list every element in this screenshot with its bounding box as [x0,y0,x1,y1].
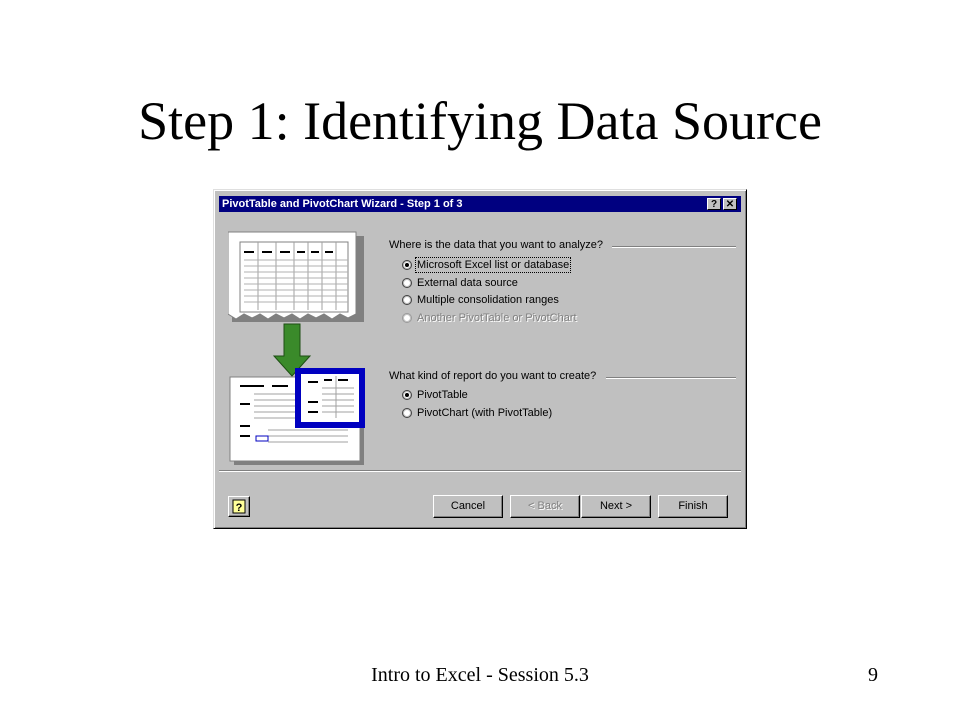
radio-excel-list[interactable] [402,258,569,272]
pivottable-icon [230,371,364,465]
svg-text:?: ? [235,502,243,514]
radio-label[interactable]: PivotChart (with PivotTable) [417,407,553,419]
page-number: 9 [868,664,878,686]
help-icon [229,497,249,516]
button-separator [219,470,741,472]
slide-title: Step 1: Identifying Data Source [138,91,822,151]
radio-consolidation-ranges[interactable] [402,293,559,307]
slide-footer: Intro to Excel - Session 5.3 [371,664,589,686]
radio-pivotchart[interactable] [402,406,552,420]
data-source-group-label: Where is the data that you want to analyze? [389,239,604,251]
radio-label[interactable]: PivotTable [417,389,468,401]
radio-another-pivot [402,311,577,325]
radio-label[interactable]: Multiple consolidation ranges [417,294,559,306]
radio-button[interactable] [402,260,412,270]
report-type-group-label: What kind of report do you want to create? [389,370,597,382]
radio-button[interactable] [402,295,412,305]
group-divider [612,246,736,248]
group-divider [606,377,736,379]
wizard-illustration [228,230,378,470]
dialog-titlebar[interactable] [219,196,741,212]
radio-label[interactable]: External data source [417,277,518,289]
spreadsheet-icon [228,232,364,322]
radio-label: Another PivotTable or PivotChart [417,312,577,324]
radio-button [402,313,412,323]
cancel-button[interactable]: Cancel [433,495,503,518]
next-button[interactable]: Next > [581,495,651,518]
pivot-wizard-dialog [213,189,747,529]
back-button: < Back [510,495,580,518]
help-button[interactable] [228,496,250,517]
dialog-title: PivotTable and PivotChart Wizard - Step 1 of 3 [222,198,463,210]
radio-button[interactable] [402,408,412,418]
radio-label[interactable]: Microsoft Excel list or database [417,259,570,271]
radio-external-source[interactable] [402,276,518,290]
titlebar-close-button[interactable]: ✕ [723,198,737,210]
radio-button[interactable] [402,278,412,288]
radio-pivottable[interactable] [402,388,468,402]
radio-button[interactable] [402,390,412,400]
finish-button[interactable]: Finish [658,495,728,518]
titlebar-help-button[interactable]: ? [707,198,721,210]
